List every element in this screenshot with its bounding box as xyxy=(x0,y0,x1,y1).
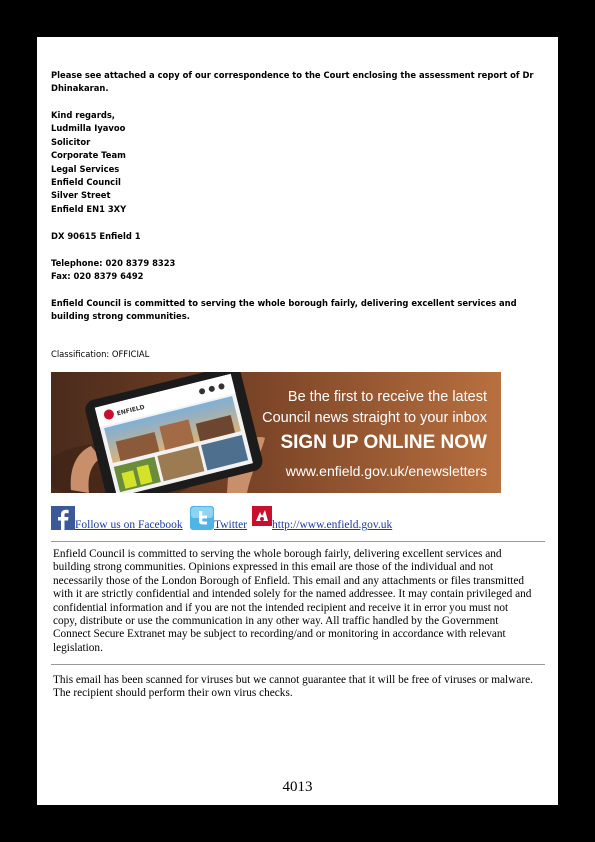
commitment-text: Enfield Council is committed to serving the whole borough fairly, delivering excellent services and building strong communities. xyxy=(51,298,517,322)
signature-line: Ludmilla Iyavoo xyxy=(51,123,126,134)
signature-line: Enfield Council xyxy=(51,177,121,188)
classification-text: Classification: OFFICIAL xyxy=(51,349,150,359)
intro-text: Please see attached a copy of our correspondence to the Court enclosing the assessment report of Dr Dhinakaran. xyxy=(51,70,534,94)
banner-line-2: Council news straight to your inbox xyxy=(262,410,487,426)
facebook-link[interactable]: Follow us on Facebook xyxy=(75,519,183,531)
signature-line: Solicitor xyxy=(51,136,91,147)
banner-line-1: Be the first to receive the latest xyxy=(287,389,487,405)
signature-line: Enfield EN1 3XY xyxy=(51,203,127,214)
contact-numbers xyxy=(51,257,541,284)
classification-label xyxy=(51,348,541,361)
signature-block xyxy=(51,109,541,216)
website-link[interactable]: http://www.enfield.gov.uk xyxy=(272,519,393,531)
signature-line: Legal Services xyxy=(51,163,120,174)
banner-url: www.enfield.gov.uk/enewsletters xyxy=(285,463,487,479)
banner-line-3: SIGN UP ONLINE NOW xyxy=(280,432,487,453)
banner-graphic xyxy=(51,372,501,493)
facebook-icon[interactable] xyxy=(51,506,75,530)
divider xyxy=(51,664,545,665)
page-number: 4013 xyxy=(282,779,313,795)
email-disclaimer: Enfield Council is committed to serving the whole borough fairly, delivering excellent services and building strong communities. Opinions expressed in this email are those of the individual and not necessarily those of the London Borough of Enfield. This email and any attachments or files transmitted with it are strictly confidential and intended solely for the named addressee. It may contain privileged and confidential information and if you are not the intended recipient and receive it in error you must not copy, distribute or use the communication in any other way. All traffic handled by the Government Connect Secure Extranet may be subject to recording/and or monitoring in accordance with relevant legislation. xyxy=(53,548,532,654)
twitter-link[interactable]: Twitter xyxy=(214,519,248,531)
fax-text: Fax: 020 8379 6492 xyxy=(51,271,144,282)
dx-text: DX 90615 Enfield 1 xyxy=(51,231,141,241)
twitter-icon[interactable] xyxy=(190,506,214,530)
divider xyxy=(51,541,545,542)
social-links-row xyxy=(51,506,541,534)
signature-line: Silver Street xyxy=(51,190,111,201)
email-intro xyxy=(51,69,541,96)
document-page xyxy=(37,37,558,805)
tablet-logo: ENFIELD xyxy=(116,403,146,418)
signature-line: Kind regards, xyxy=(51,110,115,120)
dx-address xyxy=(51,230,541,243)
commitment-statement xyxy=(51,297,531,324)
signature-line: Corporate Team xyxy=(51,150,126,161)
newsletter-signup-banner[interactable] xyxy=(51,372,501,493)
virus-notice: This email has been scanned for viruses but we cannot guarantee that it will be free of viruses or malware. The recipient should perform their own virus checks. xyxy=(53,674,533,700)
telephone-text: Telephone: 020 8379 8323 xyxy=(51,258,176,268)
enfield-council-icon[interactable] xyxy=(252,506,272,526)
